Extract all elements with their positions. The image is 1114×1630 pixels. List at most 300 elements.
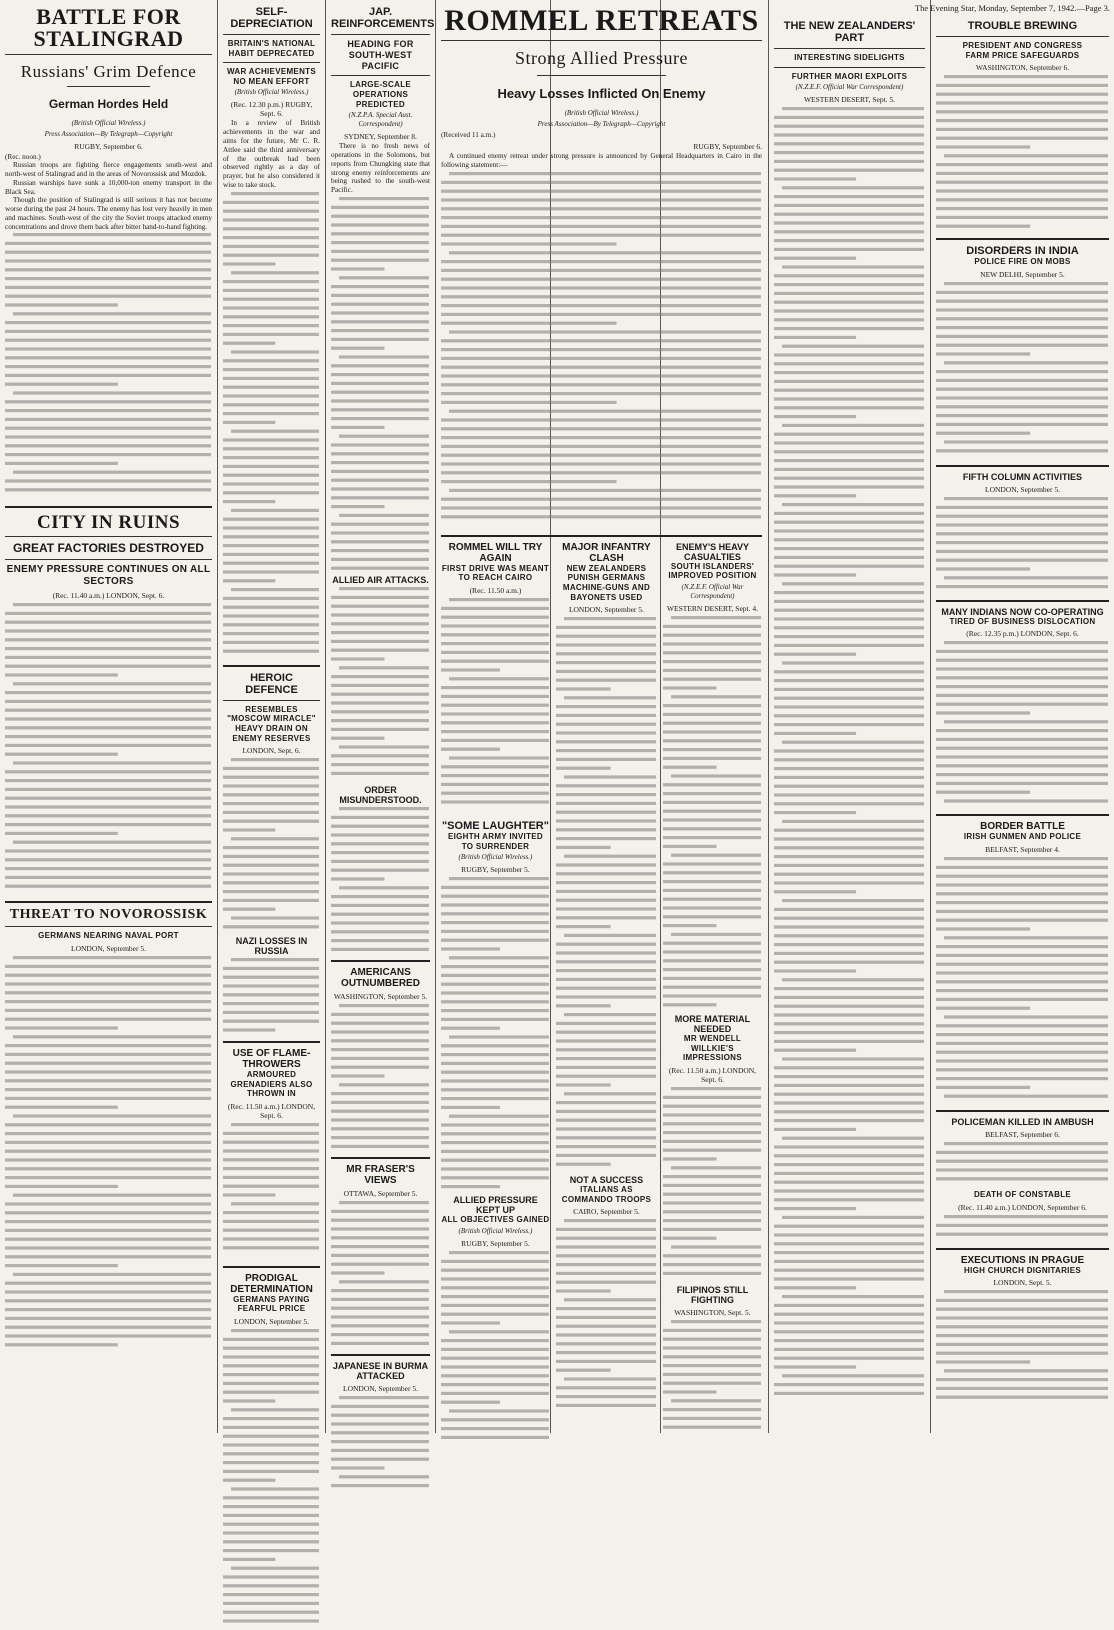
text-line [5,436,211,439]
text-line [774,873,924,876]
disorders-headline: DISORDERS IN INDIA [966,245,1079,258]
text-line [331,470,429,473]
text-line [223,1549,319,1552]
text-line [936,379,1108,382]
text-line [223,1158,319,1161]
text-line [774,1278,924,1281]
text-line [223,1220,319,1223]
text-line [331,294,429,297]
text-line [331,408,429,411]
text-line [5,365,211,368]
text-line [449,1409,549,1412]
text-line [331,710,429,713]
text-line [774,926,924,929]
text-line [936,352,1030,355]
material-headline: MORE MATERIAL NEEDED [674,1014,751,1035]
text-line [944,1142,1108,1145]
text-line [5,788,211,791]
nazi-body [223,956,320,1036]
stalingrad-credit2: Press Association—By Telegraph—Copyright [44,130,173,139]
text-line [331,505,384,508]
jap-body [331,195,430,575]
laughter-headline: "SOME LAUGHTER" [441,819,549,832]
text-line [223,1011,319,1014]
stalingrad-subhead: Russians' Grim Defence [20,62,197,81]
text-line [223,890,319,893]
text-line [331,1484,429,1487]
text-line [774,767,924,770]
text-line [339,1280,429,1283]
text-line [774,142,924,145]
body-text-lines [556,1217,657,1417]
text-line [663,1184,761,1187]
text-line [564,617,656,620]
text-line [331,1110,429,1113]
fraser-body [331,1199,430,1349]
text-line [774,222,924,225]
text-line [556,688,611,691]
text-line [331,913,429,916]
text-line [5,418,211,421]
text-line [441,633,549,636]
text-line [663,889,761,892]
text-line [441,983,549,986]
text-line [936,1232,1108,1235]
text-line [936,93,1108,96]
prodigal-subhead: GERMANS PAYING FEARFUL PRICE [233,1294,310,1314]
text-line [774,750,924,753]
text-line [231,916,319,919]
text-line [441,1124,549,1127]
text-line [223,218,319,221]
text-line [5,1255,211,1258]
body-text-lines [223,1327,320,1627]
text-line [223,553,319,556]
body-text-lines [441,1249,550,1449]
body-text-lines [936,639,1109,809]
executions-headline: EXECUTIONS IN PRAGUE [960,1254,1085,1266]
text-line [5,1220,211,1223]
body-text-lines [223,956,320,1036]
text-line [441,800,549,803]
text-line [774,1031,924,1034]
text-line [331,613,429,616]
text-line [774,459,924,462]
text-line [774,486,924,489]
text-line [944,1015,1108,1018]
text-line [556,1057,656,1060]
policeman-body [936,1140,1109,1190]
column-4-5 [436,0,767,1433]
text-line [774,257,856,260]
text-line [936,1033,1108,1036]
americans-headline: AMERICANS OUTNUMBERED [341,967,420,990]
text-line [936,738,1108,741]
column-2 [218,0,325,1433]
text-line [5,630,211,633]
text-line [5,727,211,730]
text-line [223,280,319,283]
text-line [936,163,1108,166]
filipinos-headline: FILIPINOS STILL FIGHTING [676,1284,749,1305]
body-text-lines [936,1140,1109,1190]
text-line [223,482,319,485]
text-line [441,216,761,219]
text-line [782,1137,924,1140]
text-line [774,415,856,418]
text-line [774,829,924,832]
jap-dateline: SYDNEY, September 8. [344,132,417,142]
text-line [331,684,429,687]
text-line [774,1207,856,1210]
executions-body [936,1288,1109,1408]
text-line [774,1146,924,1149]
text-line [556,1040,656,1043]
text-line [331,1030,429,1033]
text-line [936,523,1108,526]
text-line [663,1219,761,1222]
border-body [936,855,1109,1105]
text-line [223,1391,319,1394]
rommel-headline: ROMMEL RETREATS [444,4,759,37]
text-line [223,1479,275,1482]
heroic-subhead-1: RESEMBLES "MOSCOW MIRACLE" [227,704,316,724]
text-line [223,1496,319,1499]
text-line [936,765,1108,768]
text-line [223,341,275,344]
text-line [774,697,924,700]
text-line [13,233,211,236]
text-line [774,362,924,365]
text-line [331,1136,429,1139]
text-line [223,881,319,884]
text-line [449,251,761,254]
text-line [5,718,211,721]
stalingrad-rec: (Rec. noon.) [5,153,41,162]
text-line [223,289,319,292]
body-text-lines [936,1213,1109,1243]
text-line [774,802,924,805]
text-line [936,1024,1108,1027]
text-line [331,558,429,561]
text-line [223,802,319,805]
text-line [774,160,924,163]
text-line [441,886,549,889]
text-line [936,954,1108,957]
column-3 [326,0,435,1433]
jap-lead: There is no fresh news of operations in the Solomons, but reports from Chungking state that strong enemy reinforcements are being rushed to the south-west Pacific. [331,142,430,195]
jap-subhead-2: LARGE-SCALE OPERATIONS PREDICTED [349,80,412,109]
selfdep-dateline: (Rec. 12.30 p.m.) RUGBY, Sept. 6. [230,100,313,119]
indians-dateline: (Rec. 12.35 p.m.) LONDON, Sept. 6. [966,629,1079,639]
text-line [663,1096,761,1099]
text-line [663,1329,761,1332]
text-line [5,779,211,782]
text-line [5,1088,211,1091]
text-line [774,1049,856,1052]
burma-headline: JAPANESE IN BURMA ATTACKED [332,1361,429,1382]
text-line [13,1194,211,1197]
text-line [339,514,429,517]
text-line [5,832,118,835]
text-line [556,1163,611,1166]
text-line [774,380,924,383]
text-line [944,936,1108,939]
text-line [5,1132,211,1135]
text-line [5,1185,118,1188]
text-line [774,794,924,797]
rommel-subhead: Strong Allied Pressure [515,48,688,68]
text-line [339,666,429,669]
text-line [441,1304,549,1307]
text-line [223,1417,319,1420]
text-line [774,1154,924,1157]
text-line [936,370,1108,373]
text-line [936,1160,1108,1163]
text-line [5,1238,211,1241]
text-line [331,860,429,863]
text-line [663,1272,761,1275]
text-line [782,978,924,981]
text-line [782,1216,924,1219]
text-line [449,956,549,959]
text-line [5,277,211,280]
text-line [223,359,319,362]
text-line [441,1080,549,1083]
text-line [936,910,1108,913]
material-dateline: (Rec. 11.50 a.m.) LONDON, Sept. 6. [668,1065,757,1084]
text-line [223,465,319,468]
text-line [936,919,1108,922]
stalingrad-credit: (British Official Wireless.) [71,119,146,127]
text-line [774,653,856,656]
text-line [223,1184,319,1187]
text-line [441,660,549,663]
prodigal-body [223,1327,320,1627]
text-line [556,820,656,823]
selfdep-subhead-2: WAR ACHIEVEMENTS NO MEAN EFFORT [227,67,316,86]
text-line [663,959,761,962]
text-line [5,665,211,668]
text-line [5,744,211,747]
text-line [13,1273,211,1276]
text-line [441,1401,500,1404]
text-line [564,934,656,937]
text-line [5,1079,211,1082]
text-line [936,181,1108,184]
text-line [331,1315,429,1318]
text-line [441,765,549,768]
text-line [331,1333,429,1336]
not-success-headline: NOT A SUCCESS [569,1175,644,1186]
text-line [774,714,924,717]
infantry-dateline: LONDON, September 5. [568,605,644,615]
text-line [223,227,319,230]
text-line [671,854,761,857]
text-line [936,1059,1108,1062]
text-line [936,137,1108,140]
text-line [556,952,656,955]
text-line [663,907,761,910]
text-line [663,1417,761,1420]
policeman-headline: POLICEMAN KILLED IN AMBUSH [951,1116,1094,1127]
text-line [441,418,761,421]
text-line [936,1177,1108,1180]
text-line [556,916,656,919]
text-line [774,1190,924,1193]
text-line [774,600,924,603]
text-line [564,1219,656,1222]
text-line [556,1022,656,1025]
text-line [5,374,211,377]
text-line [223,1575,319,1578]
text-line [441,427,761,430]
city-subhead: GREAT FACTORIES DESTROYED [13,541,204,556]
text-line [774,626,924,629]
text-line [223,1514,319,1517]
text-line [663,836,761,839]
text-line [774,248,924,251]
stalingrad-body: Russian troops are fighting fierce engagements south-west and north-west of Stalingrad and in the areas of Novorossisk and Mozdok. Russian warships have sunk a 10,000-ton enemy transport in the Black Sea. Though the position of Stalingrad is still serious it has not become worse during the past 24 hours. The enemy has lost very heavily in men and machines. South-west of the city the Soviet troops attacked enemy concentrations and drove them back after bitter hand-to-hand fighting. [5,161,212,231]
text-line [556,1228,656,1231]
text-line [223,984,319,987]
text-line [936,216,1108,219]
text-line [339,435,429,438]
text-line [441,774,549,777]
text-line [5,876,211,879]
rommel-credit: (British Official Wireless.) [564,109,639,117]
text-line [223,1523,319,1526]
text-line [774,310,924,313]
text-line [331,215,429,218]
text-line [441,1269,549,1272]
text-line [663,1105,761,1108]
text-line [936,971,1108,974]
text-line [223,394,319,397]
constable-subhead: DEATH OF CONSTABLE [973,1189,1072,1199]
flame-headline: USE OF FLAME-THROWERS [232,1048,311,1071]
body-text-lines [223,756,320,936]
text-line [331,285,429,288]
text-line [774,151,924,154]
border-headline: BORDER BATTLE [980,821,1065,833]
text-line [223,438,319,441]
text-line [774,1093,924,1096]
text-line [223,1237,319,1240]
text-line [331,1414,429,1417]
nz-body [774,105,925,1405]
text-line [441,304,761,307]
text-line [5,656,211,659]
text-line [5,885,211,888]
text-line [5,1070,211,1073]
rommel-dateline: RUGBY, September 6. [693,142,762,152]
nz-dateline: WESTERN DESERT, Sept. 5. [803,95,896,105]
heroic-subhead-2: HEAVY DRAIN ON ENEMY RESERVES [232,723,311,743]
text-line [936,343,1108,346]
text-line [774,1075,924,1078]
text-line [663,1149,761,1152]
text-line [331,567,429,570]
text-line [663,924,716,927]
text-line [223,1399,275,1402]
text-line [441,792,549,795]
fifth-column-dateline: LONDON, September 5. [985,484,1060,494]
text-line [774,1383,924,1386]
text-line [663,1237,716,1240]
text-line [556,635,656,638]
text-line [663,783,761,786]
text-line [774,1022,924,1025]
text-line [13,313,211,316]
text-line [663,827,761,830]
text-line [5,709,211,712]
not-success-body [556,1217,657,1417]
text-line [774,882,924,885]
text-line [331,1236,429,1239]
text-line [556,899,656,902]
text-line [441,948,500,951]
text-line [663,880,761,883]
text-line [936,729,1108,732]
text-line [556,890,656,893]
text-line [663,1373,761,1376]
text-line [944,361,1108,364]
text-line [441,912,549,915]
text-line [774,1269,924,1272]
text-line [663,739,761,742]
text-line [223,1176,319,1179]
text-line [936,84,1108,87]
text-line [936,1317,1108,1320]
text-line [441,462,761,465]
text-line [441,895,549,898]
text-line [5,383,118,386]
text-line [936,119,1108,122]
text-line [223,333,319,336]
text-line [556,661,656,664]
text-line [564,1092,656,1095]
text-line [331,452,429,455]
text-line [556,1004,611,1007]
text-line [441,712,549,715]
text-line [663,634,761,637]
text-line [774,1128,856,1131]
city-headline: CITY IN RUINS [36,512,181,534]
order-body [331,805,430,955]
text-line [449,877,549,880]
text-line [936,128,1108,131]
text-line [5,427,211,430]
page-masthead: The Evening Star, Monday, September 7, 1942.—Page 3. [914,3,1110,13]
text-line [339,1396,429,1399]
text-line [223,368,319,371]
text-line [782,345,924,348]
text-line [331,523,429,526]
text-line [936,963,1108,966]
text-line [13,471,211,474]
allied-pressure-subhead: ALL OBJECTIVES GAINED [441,1215,550,1225]
text-line [5,806,211,809]
text-line [331,701,429,704]
text-line [936,712,1030,715]
text-line [331,531,429,534]
text-line [663,792,761,795]
text-line [331,842,429,845]
text-line [441,392,761,395]
text-line [441,730,549,733]
text-line [936,1068,1108,1071]
